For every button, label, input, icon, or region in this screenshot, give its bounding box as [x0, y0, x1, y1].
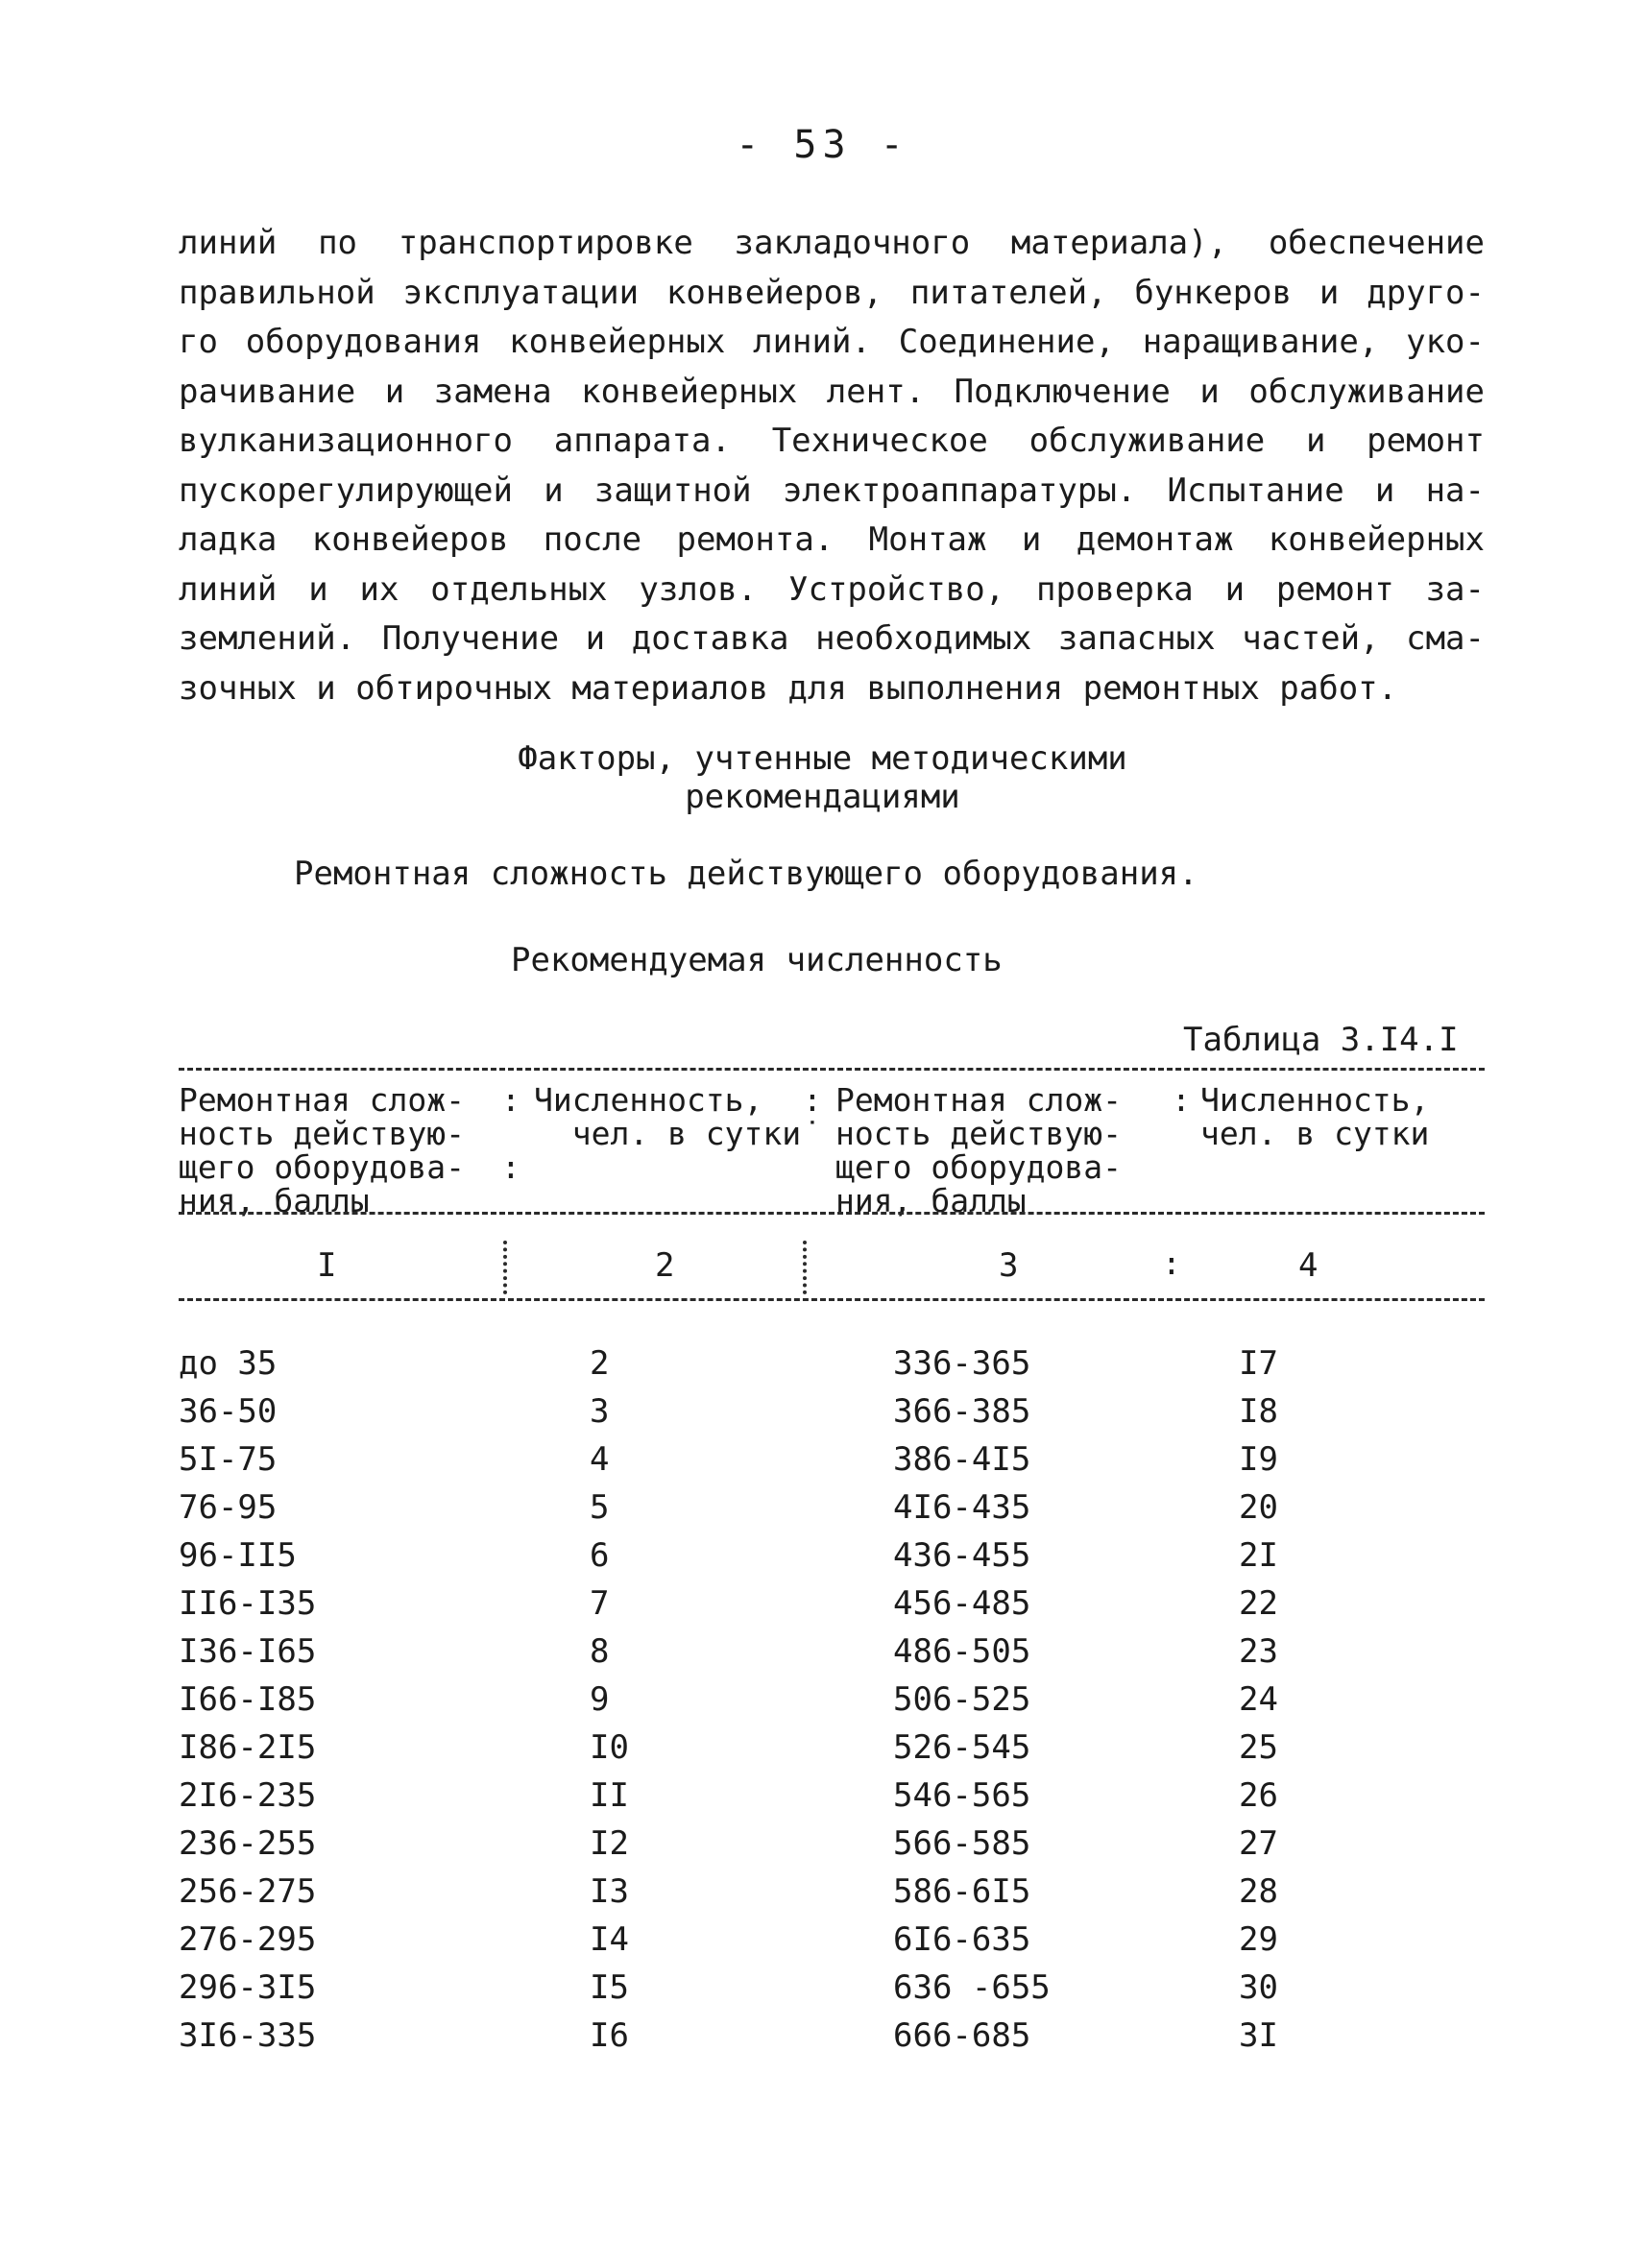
recommended-title: Рекомендуемая численность [511, 941, 1003, 979]
table-cell-col3: 506-525 [893, 1680, 1031, 1719]
table-cell-col4: 2I [1239, 1536, 1278, 1575]
header-separator: : [803, 1081, 822, 1119]
table-cell-col2: 5 [590, 1488, 610, 1527]
table-cell-col3: 436-455 [893, 1536, 1031, 1575]
header-col2: Численность, чел. в сутки [534, 1081, 802, 1152]
table-cell-col4: 28 [1239, 1872, 1278, 1911]
table-cell-col4: I8 [1239, 1392, 1278, 1431]
table-cell-col4: 20 [1239, 1488, 1278, 1527]
table-cell-col3: 586-6I5 [893, 1872, 1031, 1911]
table-cell-col2: 8 [590, 1632, 610, 1671]
header-bottom-rule [179, 1212, 1485, 1215]
table-caption: Таблица 3.I4.I [1183, 1021, 1459, 1059]
table-row [0, 1776, 1645, 1824]
table-cell-col1: 36-50 [179, 1392, 278, 1431]
paragraph-line: ладка конвейеров после ремонта. Монтаж и демонтаж конвейерных [179, 520, 1485, 559]
table-cell-col4: 25 [1239, 1728, 1278, 1767]
table-cell-col2: I0 [590, 1728, 629, 1767]
table-row [0, 1728, 1645, 1776]
table-row [0, 1824, 1645, 1872]
table-cell-col3: 566-585 [893, 1824, 1031, 1863]
table-cell-col3: 386-4I5 [893, 1440, 1031, 1479]
table-cell-col2: I4 [590, 1920, 629, 1959]
paragraph-line: пускорегулирующей и защитной электроаппаратуры. Испытание и на- [179, 470, 1485, 510]
factors-heading-line1: Факторы, учтенные методическими [518, 739, 1127, 778]
body-paragraph [179, 219, 1485, 713]
factor-item: Ремонтная сложность действующего оборудования. [294, 855, 1198, 893]
table-cell-col3: 4I6-435 [893, 1488, 1031, 1527]
table-cell-col4: 26 [1239, 1776, 1278, 1815]
header-separator: : [501, 1148, 520, 1186]
table-cell-col4: 29 [1239, 1920, 1278, 1959]
table-cell-col3: 6I6-635 [893, 1920, 1031, 1959]
column-divider: : [1162, 1244, 1181, 1282]
header-col4: Численность, чел. в сутки [1200, 1081, 1430, 1152]
table-cell-col1: I36-I65 [179, 1632, 317, 1671]
table-cell-col2: 9 [590, 1680, 610, 1719]
paragraph-line: землений. Получение и доставка необходимых запасных частей, сма- [179, 619, 1485, 658]
table-cell-col1: II6-I35 [179, 1584, 317, 1623]
table-cell-col3: 636 -655 [893, 1968, 1051, 2007]
table-row [0, 1344, 1645, 1392]
table-cell-col2: 3 [590, 1392, 610, 1431]
table-row [0, 1392, 1645, 1440]
table-cell-col1: 256-275 [179, 1872, 317, 1911]
column-number-3: 3 [999, 1246, 1019, 1285]
paragraph-line: рачивание и замена конвейерных лент. Подключение и обслуживание [179, 372, 1485, 411]
column-number-4: 4 [1298, 1246, 1318, 1285]
header-col3: Ремонтная слож- ность действую- щего оборудова- ния, баллы [835, 1081, 1123, 1219]
table-cell-col2: I6 [590, 2016, 629, 2055]
table-cell-col1: 3I6-335 [179, 2016, 317, 2055]
table-row [0, 1632, 1645, 1680]
header-col1: Ремонтная слож- ность действую- щего оборудова- ния, баллы [179, 1081, 466, 1219]
table-row [0, 1680, 1645, 1728]
table-cell-col3: 486-505 [893, 1632, 1031, 1671]
table-row [0, 1968, 1645, 2016]
table-cell-col1: 96-II5 [179, 1536, 297, 1575]
table-row [0, 1440, 1645, 1488]
table-cell-col1: 276-295 [179, 1920, 317, 1959]
table-cell-col1: 236-255 [179, 1824, 317, 1863]
page-number: - 53 - [736, 123, 909, 167]
table-top-rule [179, 1068, 1485, 1071]
table-cell-col4: I9 [1239, 1440, 1278, 1479]
table-cell-col2: 2 [590, 1344, 610, 1383]
factors-heading [0, 739, 1645, 816]
table-row [0, 1920, 1645, 1968]
table-cell-col1: 2I6-235 [179, 1776, 317, 1815]
table-row [0, 1872, 1645, 1920]
paragraph-line: линий и их отдельных узлов. Устройство, проверка и ремонт за- [179, 569, 1485, 609]
column-number-1: I [317, 1246, 337, 1285]
table-cell-col1: 296-3I5 [179, 1968, 317, 2007]
table-cell-col4: 23 [1239, 1632, 1278, 1671]
table-cell-col4: 3I [1239, 2016, 1278, 2055]
paragraph-line: вулканизационного аппарата. Техническое обслуживание и ремонт [179, 422, 1485, 460]
factors-heading-line2: рекомендациями [685, 778, 960, 816]
column-number-2: 2 [655, 1246, 675, 1285]
header-separator: ˙ [803, 1115, 822, 1152]
table-cell-col1: I66-I85 [179, 1680, 317, 1719]
table-cell-col4: 27 [1239, 1824, 1278, 1863]
paragraph-line: линий по транспортировке закладочного материала), обеспечение [179, 224, 1485, 262]
table-cell-col1: до 35 [179, 1344, 278, 1383]
table-cell-col2: I5 [590, 1968, 629, 2007]
table-cell-col4: I7 [1239, 1344, 1278, 1383]
table-cell-col2: 6 [590, 1536, 610, 1575]
table-cell-col3: 456-485 [893, 1584, 1031, 1623]
table-cell-col4: 24 [1239, 1680, 1278, 1719]
table-cell-col4: 30 [1239, 1968, 1278, 2007]
table-cell-col1: 5I-75 [179, 1440, 278, 1479]
table-row [0, 1488, 1645, 1536]
header-separator: : [501, 1081, 520, 1119]
table-cell-col3: 546-565 [893, 1776, 1031, 1815]
header-separator: : [1172, 1081, 1191, 1119]
column-divider [503, 1241, 515, 1294]
table-cell-col4: 22 [1239, 1584, 1278, 1623]
table-cell-col3: 666-685 [893, 2016, 1031, 2055]
table-cell-col2: I3 [590, 1872, 629, 1911]
paragraph-line: зочных и обтирочных материалов для выполнения ремонтных работ. [179, 668, 1398, 708]
table-row [0, 1536, 1645, 1584]
table-cell-col1: I86-2I5 [179, 1728, 317, 1767]
table-cell-col2: II [590, 1776, 629, 1815]
table-cell-col2: 7 [590, 1584, 610, 1623]
table-cell-col3: 336-365 [893, 1344, 1031, 1383]
column-numbers-bottom-rule [179, 1298, 1485, 1301]
table-cell-col2: 4 [590, 1440, 610, 1479]
paragraph-line: го оборудования конвейерных линий. Соединение, наращивание, уко- [179, 323, 1485, 361]
table-cell-col3: 366-385 [893, 1392, 1031, 1431]
paragraph-line: правильной эксплуатации конвейеров, питателей, бункеров и друго- [179, 273, 1485, 312]
table-row [0, 2016, 1645, 2064]
table-cell-col1: 76-95 [179, 1488, 278, 1527]
table-cell-col2: I2 [590, 1824, 629, 1863]
column-divider [803, 1241, 814, 1294]
table-row [0, 1584, 1645, 1632]
table-cell-col3: 526-545 [893, 1728, 1031, 1767]
